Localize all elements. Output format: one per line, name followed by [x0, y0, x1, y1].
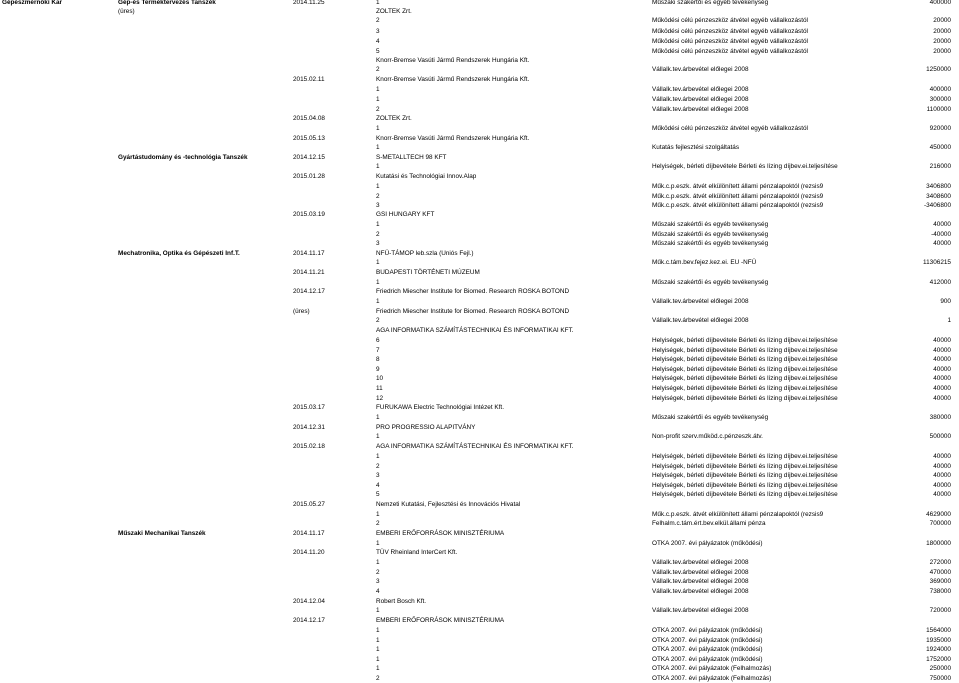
department-cell: Műszaki Mechanikai Tanszék: [118, 530, 206, 537]
category-cell: Műk.c.p.eszk. átvét elkülönített állami pénzalapoktól (rezsis9: [652, 202, 824, 209]
partner-cell: Friedrich Miescher Institute for Biomed. Research ROSKA BOTOND: [376, 308, 570, 315]
amount-cell: 1935000: [926, 637, 951, 644]
item-number-cell: 3: [376, 240, 380, 247]
item-number-cell: 1: [376, 607, 380, 614]
amount-cell: 40000: [933, 472, 951, 479]
date-cell: 2014.12.04: [293, 598, 325, 605]
amount-cell: 720000: [929, 607, 951, 614]
partner-cell: PRO PROGRESSIO ALAPITVÁNY: [376, 424, 476, 431]
amount-cell: 1: [947, 317, 951, 324]
item-number-cell: 2: [376, 520, 380, 527]
item-number-cell: 1: [376, 259, 380, 266]
partner-cell: EMBERI ERŐFORRÁSOK MINISZTÉRIUMA: [376, 530, 505, 537]
item-number-cell: 5: [376, 491, 380, 498]
partner-cell: Robert Bosch Kft.: [376, 598, 427, 605]
amount-cell: 40000: [933, 366, 951, 373]
partner-cell: EMBERI ERŐFORRÁSOK MINISZTÉRIUMA: [376, 617, 505, 624]
date-cell: 2014.12.31: [293, 424, 325, 431]
amount-cell: 40000: [933, 453, 951, 460]
item-number-cell: 2: [376, 317, 380, 324]
item-number-cell: 1: [376, 627, 380, 634]
category-cell: Működési célú pénzeszköz átvétel egyéb vállalkozástól: [652, 125, 808, 132]
department-cell: Gép-és Terméktervezés Tanszék: [118, 0, 216, 6]
category-cell: Helyiségek, bérleti díjbevétele Bérleti és lízing díjbev.ei.teljesítése: [652, 463, 838, 470]
amount-cell: 250000: [929, 665, 951, 672]
partner-cell: AGA INFORMATIKA SZÁMÍTÁSTECHNIKAI ÉS INFORMATIKAI KFT.: [376, 443, 574, 450]
item-number-cell: 1: [376, 414, 380, 421]
item-number-cell: 3: [376, 472, 380, 479]
category-cell: OTKA 2007. évi pályázatok (működési): [652, 627, 763, 634]
amount-cell: 40000: [933, 463, 951, 470]
amount-cell: 1924000: [926, 646, 951, 653]
item-number-cell: 3: [376, 578, 380, 585]
amount-cell: 216000: [929, 163, 951, 170]
item-number-cell: 5: [376, 48, 380, 55]
category-cell: OTKA 2007. évi pályázatok (működési): [652, 637, 763, 644]
item-number-cell: 3: [376, 28, 380, 35]
item-number-cell: 1: [376, 298, 380, 305]
category-cell: Működési célú pénzeszköz átvétel egyéb vállalkozástól: [652, 48, 808, 55]
item-number-cell: 1: [376, 125, 380, 132]
date-cell: 2015.03.17: [293, 404, 325, 411]
amount-cell: 40000: [933, 347, 951, 354]
item-number-cell: 2: [376, 66, 380, 73]
department-cell: (üres): [118, 8, 135, 15]
item-number-cell: 1: [376, 665, 380, 672]
item-number-cell: 1: [376, 433, 380, 440]
partner-cell: ZOLTEK Zrt.: [376, 8, 412, 15]
date-cell: 2014.11.25: [293, 0, 325, 6]
item-number-cell: 4: [376, 588, 380, 595]
category-cell: Vállalk.tev.árbevétel előlegei 2008: [652, 86, 749, 93]
date-cell: 2014.11.20: [293, 549, 325, 556]
category-cell: Vállalk.tev.árbevétel előlegei 2008: [652, 298, 749, 305]
category-cell: Vállalk.tev.árbevétel előlegei 2008: [652, 96, 749, 103]
amount-cell: 40000: [933, 337, 951, 344]
amount-cell: 40000: [933, 491, 951, 498]
category-cell: Helyiségek, bérleti díjbevétele Bérleti és lízing díjbev.ei.teljesítése: [652, 366, 838, 373]
category-cell: Működési célú pénzeszköz átvétel egyéb vállalkozástól: [652, 38, 808, 45]
item-number-cell: 7: [376, 347, 380, 354]
item-number-cell: 2: [376, 231, 380, 238]
amount-cell: 40000: [933, 375, 951, 382]
partner-cell: Knorr-Bremse Vasúti Jármű Rendszerek Hungária Kft.: [376, 57, 530, 64]
item-number-cell: 1: [376, 540, 380, 547]
category-cell: Műszaki szakértői és egyéb tevékenység: [652, 231, 769, 238]
date-cell: 2014.11.17: [293, 250, 325, 257]
category-cell: OTKA 2007. évi pályázatok (Felhalmozás): [652, 675, 772, 682]
amount-cell: 1800000: [926, 540, 951, 547]
amount-cell: 750000: [929, 675, 951, 682]
amount-cell: 40000: [933, 356, 951, 363]
date-cell: 2015.01.28: [293, 173, 325, 180]
date-cell: 2014.12.17: [293, 288, 325, 295]
category-cell: OTKA 2007. évi pályázatok (működési): [652, 656, 763, 663]
category-cell: Vállalk.tev.árbevétel előlegei 2008: [652, 559, 749, 566]
date-cell: 2014.12.15: [293, 154, 325, 161]
amount-cell: 20000: [933, 17, 951, 24]
amount-cell: 40000: [933, 395, 951, 402]
partner-cell: S-METALLTECH 98 KFT: [376, 154, 447, 161]
amount-cell: 40000: [933, 385, 951, 392]
date-cell: (üres): [293, 308, 310, 315]
category-cell: Műszaki szakértői és egyéb tevékenység: [652, 414, 769, 421]
category-cell: Műszaki szakértői és egyéb tevékenység: [652, 0, 769, 6]
amount-cell: 900: [940, 298, 951, 305]
category-cell: Felhalm.c.tám.ért.bev.elkül.állami pénza: [652, 520, 766, 527]
amount-cell: 412000: [929, 279, 951, 286]
item-number-cell: 8: [376, 356, 380, 363]
category-cell: Helyiségek, bérleti díjbevétele Bérleti és lízing díjbev.ei.teljesítése: [652, 347, 838, 354]
amount-cell: -40000: [931, 231, 951, 238]
amount-cell: -3406800: [923, 202, 951, 209]
category-cell: Vállalk.tev.árbevétel előlegei 2008: [652, 607, 749, 614]
date-cell: 2015.05.13: [293, 135, 325, 142]
item-number-cell: 2: [376, 193, 380, 200]
amount-cell: 1564000: [926, 627, 951, 634]
category-cell: Vállalk.tev.árbevétel előlegei 2008: [652, 66, 749, 73]
category-cell: Helyiségek, bérleti díjbevétele Bérleti és lízing díjbev.ei.teljesítése: [652, 482, 838, 489]
item-number-cell: 1: [376, 0, 380, 6]
item-number-cell: 2: [376, 106, 380, 113]
category-cell: Helyiségek, bérleti díjbevétele Bérleti és lízing díjbev.ei.teljesítése: [652, 385, 838, 392]
category-cell: Műk.c.tám.bev.fejez.kez.ei. EU -NFÜ: [652, 259, 757, 266]
partner-cell: Knorr-Bremse Vasúti Jármű Rendszerek Hungária Kft.: [376, 135, 530, 142]
item-number-cell: 1: [376, 511, 380, 518]
amount-cell: 920000: [929, 125, 951, 132]
amount-cell: 400000: [929, 0, 951, 6]
amount-cell: 738000: [929, 588, 951, 595]
item-number-cell: 1: [376, 559, 380, 566]
date-cell: 2015.02.11: [293, 76, 325, 83]
category-cell: OTKA 2007. évi pályázatok (működési): [652, 540, 763, 547]
category-cell: Műk.c.p.eszk. átvét elkülönített állami pénzalapoktól (rezsis9: [652, 183, 824, 190]
item-number-cell: 11: [376, 385, 383, 392]
amount-cell: 4629000: [926, 511, 951, 518]
partner-cell: Nemzeti Kutatási, Fejlesztési és Innovációs Hivatal: [376, 501, 521, 508]
item-number-cell: 1: [376, 163, 380, 170]
item-number-cell: 6: [376, 337, 380, 344]
item-number-cell: 10: [376, 375, 384, 382]
item-number-cell: 1: [376, 646, 380, 653]
category-cell: Működési célú pénzeszköz átvétel egyéb vállalkozástól: [652, 28, 808, 35]
amount-cell: 3406800: [926, 183, 951, 190]
amount-cell: 450000: [929, 144, 951, 151]
date-cell: 2015.03.19: [293, 211, 325, 218]
category-cell: Műszaki szakértői és egyéb tevékenység: [652, 240, 769, 247]
category-cell: Helyiségek, bérleti díjbevétele Bérleti és lízing díjbev.ei.teljesítése: [652, 472, 838, 479]
category-cell: Műszaki szakértői és egyéb tevékenység: [652, 279, 769, 286]
category-cell: Helyiségek, bérleti díjbevétele Bérleti és lízing díjbev.ei.teljesítése: [652, 356, 838, 363]
department-cell: Mechatronika, Optika és Gépészeti Inf.T.: [118, 250, 240, 257]
item-number-cell: 4: [376, 482, 380, 489]
partner-cell: AGA INFORMATIKA SZÁMÍTÁSTECHNIKAI ÉS INFORMATIKAI KFT.: [376, 327, 574, 334]
category-cell: Vállalk.tev.árbevétel előlegei 2008: [652, 569, 749, 576]
amount-cell: 380000: [929, 414, 951, 421]
item-number-cell: 9: [376, 366, 380, 373]
category-cell: Műk.c.p.eszk. átvét elkülönített állami pénzalapoktól (rezsis9: [652, 193, 824, 200]
amount-cell: 11306215: [923, 259, 951, 266]
category-cell: Helyiségek, bérleti díjbevétele Bérleti és lízing díjbev.ei.teljesítése: [652, 491, 838, 498]
date-cell: 2015.05.27: [293, 501, 325, 508]
category-cell: Műk.c.p.eszk. átvét elkülönített állami pénzalapoktól (rezsis9: [652, 511, 824, 518]
item-number-cell: 1: [376, 96, 380, 103]
item-number-cell: 1: [376, 637, 380, 644]
category-cell: OTKA 2007. évi pályázatok (működési): [652, 646, 763, 653]
amount-cell: 500000: [929, 433, 951, 440]
item-number-cell: 1: [376, 86, 380, 93]
item-number-cell: 1: [376, 144, 380, 151]
item-number-cell: 2: [376, 569, 380, 576]
category-cell: Helyiségek, bérleti díjbevétele Bérleti és lízing díjbev.ei.teljesítése: [652, 453, 838, 460]
category-cell: Műszaki szakértői és egyéb tevékenység: [652, 221, 769, 228]
date-cell: 2014.12.17: [293, 617, 325, 624]
amount-cell: 369000: [929, 578, 951, 585]
category-cell: Vállalk.tev.árbevétel előlegei 2008: [652, 578, 749, 585]
amount-cell: 20000: [933, 38, 951, 45]
date-cell: 2015.04.08: [293, 115, 325, 122]
partner-cell: ZOLTEK Zrt.: [376, 115, 412, 122]
item-number-cell: 1: [376, 221, 380, 228]
category-cell: Működési célú pénzeszköz átvétel egyéb vállalkozástól: [652, 17, 808, 24]
item-number-cell: 12: [376, 395, 384, 402]
category-cell: Kutatás fejlesztési szolgáltatás: [652, 144, 740, 151]
amount-cell: 400000: [929, 86, 951, 93]
partner-cell: Friedrich Miescher Institute for Biomed. Research ROSKA BOTOND: [376, 288, 570, 295]
item-number-cell: 2: [376, 17, 380, 24]
item-number-cell: 1: [376, 656, 380, 663]
category-cell: Helyiségek, bérleti díjbevétele Bérleti és lízing díjbev.ei.teljesítése: [652, 395, 838, 402]
amount-cell: 1250000: [926, 66, 951, 73]
amount-cell: 272000: [929, 559, 951, 566]
category-cell: Non-profit szerv.működ.c.pénzeszk.átv.: [652, 433, 763, 440]
department-cell: Gyártástudomány és -technológia Tanszék: [118, 154, 248, 161]
amount-cell: 1752000: [926, 656, 951, 663]
amount-cell: 40000: [933, 221, 951, 228]
amount-cell: 700000: [929, 520, 951, 527]
partner-cell: NFÜ-TÁMOP leb.szla (Uniós Fejl.): [376, 250, 474, 257]
category-cell: OTKA 2007. évi pályázatok (Felhalmozás): [652, 665, 772, 672]
category-cell: Vállalk.tev.árbevétel előlegei 2008: [652, 588, 749, 595]
partner-cell: Kutatási és Technológiai Innov.Alap: [376, 173, 477, 180]
item-number-cell: 3: [376, 202, 380, 209]
amount-cell: 3408600: [926, 193, 951, 200]
amount-cell: 20000: [933, 28, 951, 35]
partner-cell: GSI HUNGARY KFT: [376, 211, 435, 218]
category-cell: Vállalk.tev.árbevétel előlegei 2008: [652, 106, 749, 113]
item-number-cell: 1: [376, 453, 380, 460]
amount-cell: 20000: [933, 48, 951, 55]
date-cell: 2014.11.17: [293, 530, 325, 537]
amount-cell: 1100000: [926, 106, 951, 113]
amount-cell: 40000: [933, 482, 951, 489]
date-cell: 2014.11.21: [293, 269, 325, 276]
category-cell: Helyiségek, bérleti díjbevétele Bérleti és lízing díjbev.ei.teljesítése: [652, 337, 838, 344]
item-number-cell: 1: [376, 183, 380, 190]
faculty-cell: Gépészmérnöki Kar: [2, 0, 63, 6]
item-number-cell: 1: [376, 279, 380, 286]
amount-cell: 300000: [929, 96, 951, 103]
category-cell: Helyiségek, bérleti díjbevétele Bérleti és lízing díjbev.ei.teljesítése: [652, 163, 838, 170]
item-number-cell: 2: [376, 675, 380, 682]
partner-cell: BUDAPESTI TÖRTÉNETI MÚZEUM: [376, 269, 480, 276]
partner-cell: FURUKAWA Electric Technológiai Intézet Kft.: [376, 404, 504, 411]
item-number-cell: 4: [376, 38, 380, 45]
amount-cell: 470000: [929, 569, 951, 576]
category-cell: Vállalk.tev.árbevétel előlegei 2008: [652, 317, 749, 324]
partner-cell: Knorr-Bremse Vasúti Jármű Rendszerek Hungária Kft.: [376, 76, 530, 83]
category-cell: Helyiségek, bérleti díjbevétele Bérleti és lízing díjbev.ei.teljesítése: [652, 375, 838, 382]
amount-cell: 40000: [933, 240, 951, 247]
item-number-cell: 2: [376, 463, 380, 470]
partner-cell: TÜV Rheinland InterCert Kft.: [376, 549, 458, 556]
date-cell: 2015.02.18: [293, 443, 325, 450]
